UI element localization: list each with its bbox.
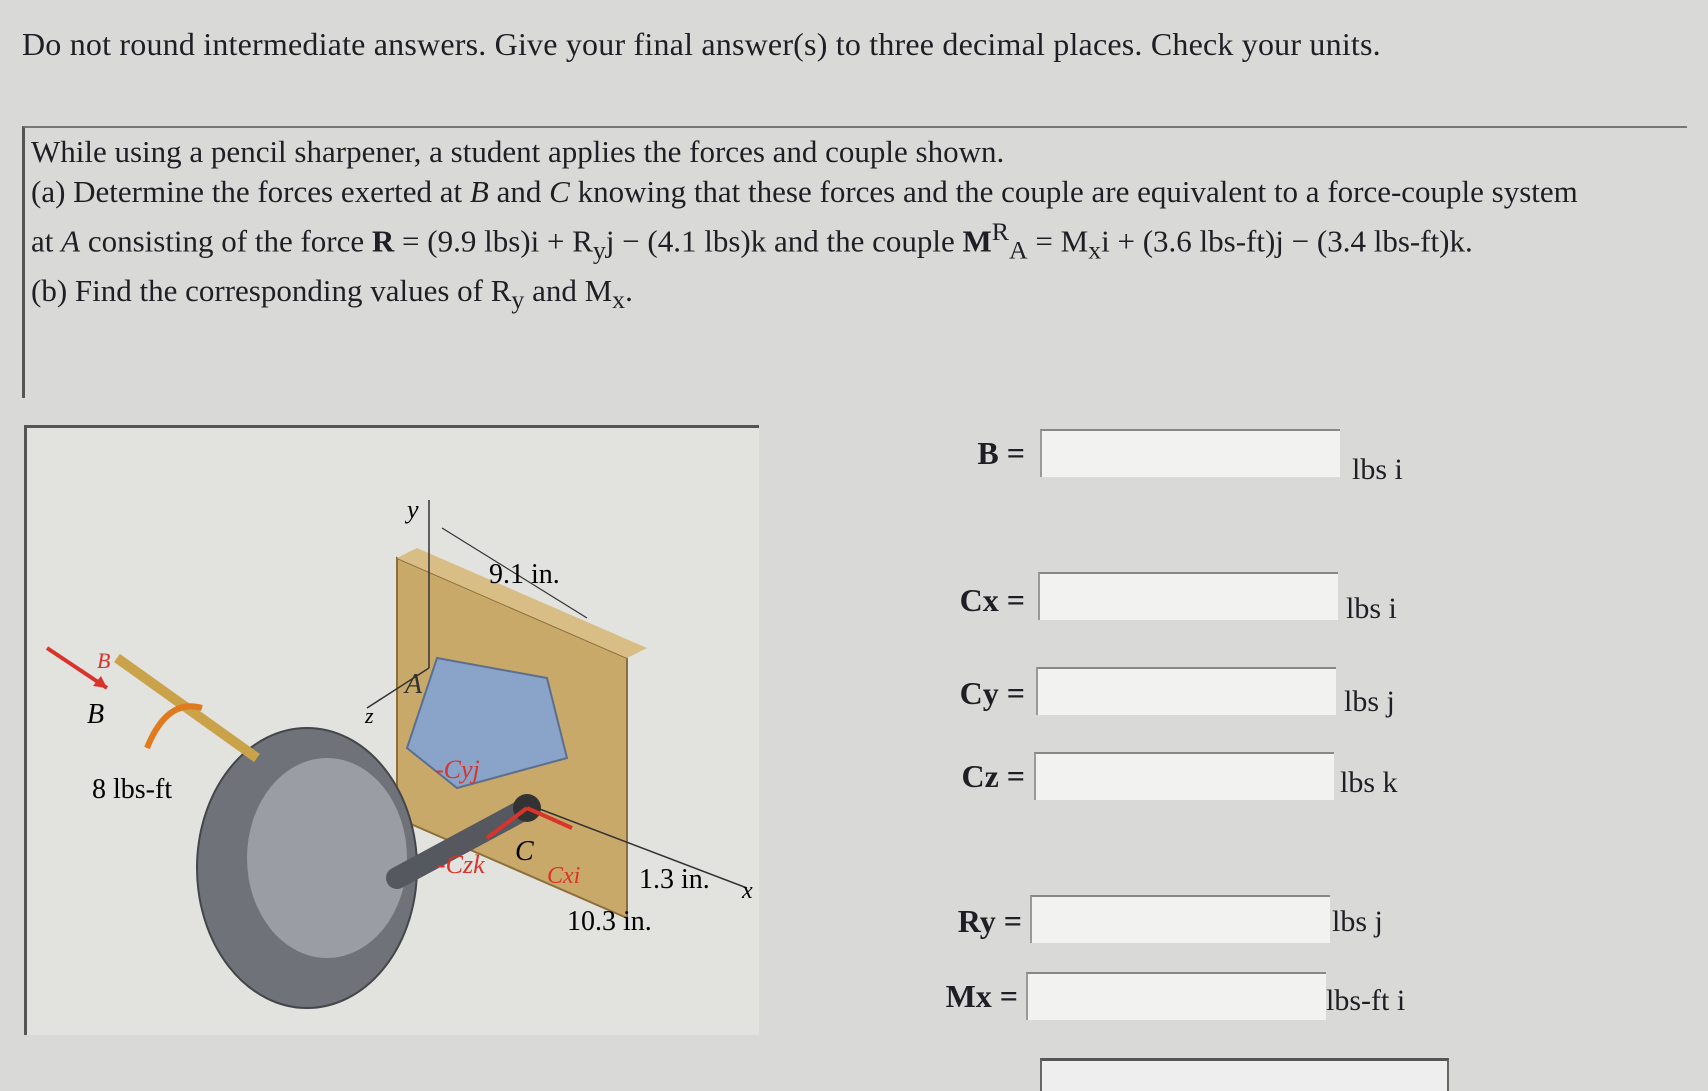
problem-line-4: (b) Find the corresponding values of $R_y$ and $M_x$. <box>31 272 633 314</box>
answer-input-B[interactable] <box>1040 429 1340 477</box>
problem-line-1: While using a pencil sharpener, a student applies the forces and couple shown. <box>31 134 1005 169</box>
dim-1-3-label: 1.3 in. <box>639 864 710 895</box>
answer-unit-Cx: lbs i <box>1346 592 1397 625</box>
answer-label-Ry: Ry = <box>957 903 1022 939</box>
dim-9-1-label: 9.1 in. <box>489 559 560 590</box>
label-Czk: -Czk <box>437 850 485 879</box>
z-axis-label: z <box>365 703 374 728</box>
answer-label-Cy: Cy = <box>959 675 1025 711</box>
answer-unit-B: lbs i <box>1352 453 1403 486</box>
point-C-label: C <box>515 836 534 867</box>
answer-label-Cz: Cz = <box>961 758 1025 794</box>
problem-line-2: (a) Determine the forces exerted at B and C knowing that these forces and the couple are equivalent to a force-couple system <box>31 174 1578 209</box>
figure-drawing <box>27 428 762 1038</box>
answer-input-Cx[interactable] <box>1038 572 1338 620</box>
answer-label-B: B = <box>977 435 1025 471</box>
answer-unit-Cy: lbs j <box>1344 685 1395 718</box>
answer-unit-Cz: lbs k <box>1340 766 1398 799</box>
label-Cxi: Cxi <box>547 863 581 889</box>
x-axis-label: x <box>742 878 753 904</box>
partial-answer-box[interactable] <box>1040 1058 1449 1091</box>
instructions-text: Do not round intermediate answers. Give your final answer(s) to three decimal places. Check your units. <box>22 26 1381 62</box>
point-A-label: A <box>405 669 423 700</box>
force-B-arrow-label: B <box>97 648 111 673</box>
answer-input-Mx[interactable] <box>1026 972 1326 1020</box>
y-axis-label: y <box>407 495 419 524</box>
point-B-label: B <box>87 699 105 730</box>
answers-panel <box>900 0 1700 1080</box>
answer-input-Cy[interactable] <box>1036 667 1336 715</box>
answer-input-Cz[interactable] <box>1034 752 1334 800</box>
pencil-sharpener-figure <box>24 425 759 1035</box>
dim-10-3-label: 10.3 in. <box>567 906 652 937</box>
couple-label: 8 lbs-ft <box>92 774 173 805</box>
problem-line-3: at A consisting of the force R = (9.9 $lbs)i + R_yj - (4.1$ lbs)k and the couple $M^R_A = M_xi + (3.6$ lbs-ft)j − (3.4 lbs-ft)k. <box>31 217 1473 265</box>
answer-unit-Ry: lbs j <box>1332 905 1383 938</box>
crank-housing-face <box>247 758 407 958</box>
answer-unit-Mx: lbs-ft i <box>1326 984 1406 1017</box>
answer-label-Cx: Cx = <box>959 582 1025 618</box>
answer-input-Ry[interactable] <box>1030 895 1330 943</box>
answer-label-Mx: Mx = <box>945 978 1018 1014</box>
label-Cyj: -Cyj <box>435 755 480 784</box>
